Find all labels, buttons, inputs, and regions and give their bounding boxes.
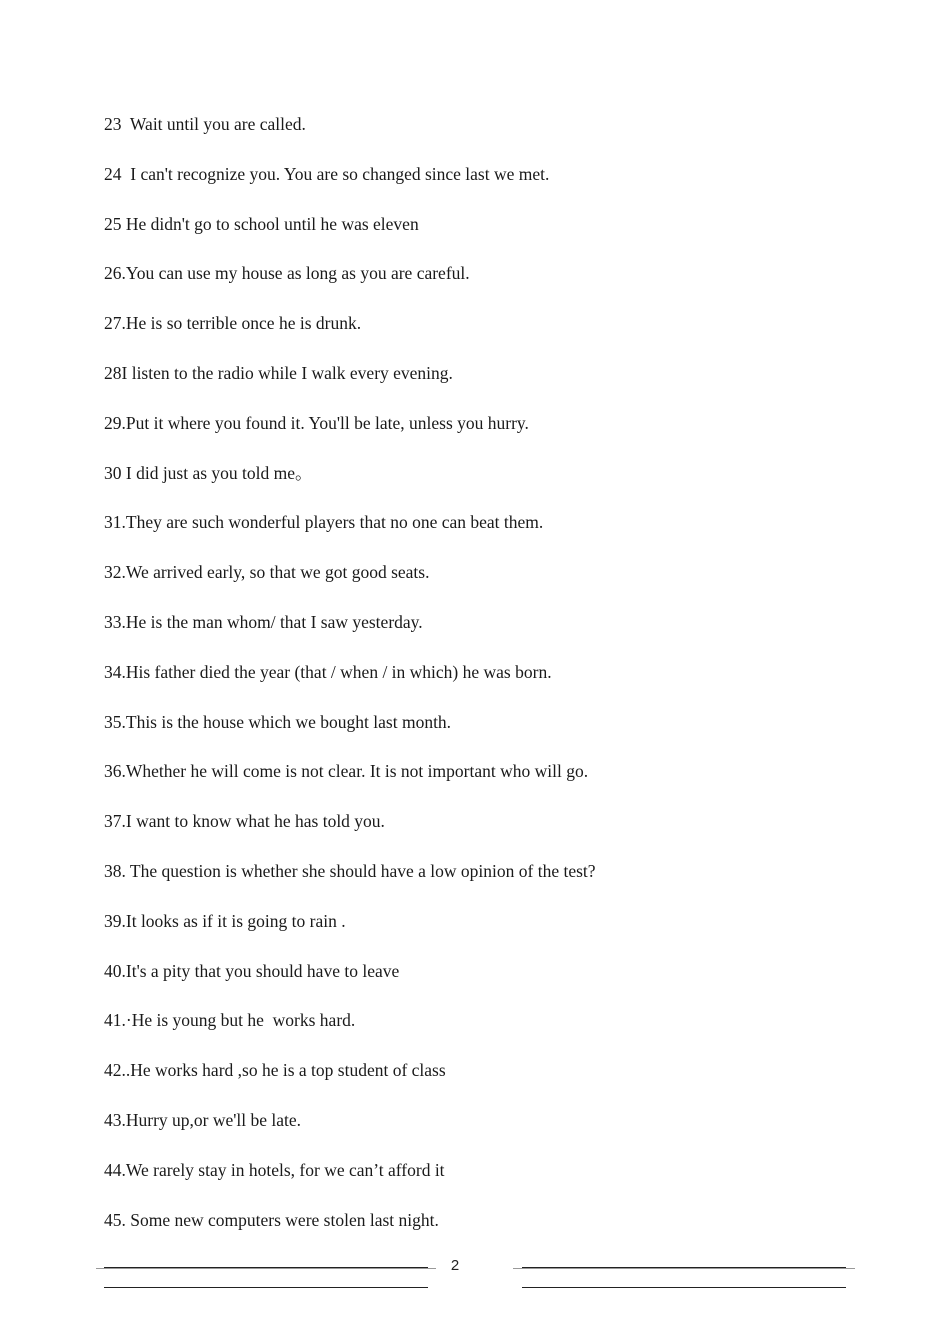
sentence-line: 40.It's a pity that you should have to leave — [104, 960, 400, 981]
page-number: 2 — [450, 1257, 460, 1274]
sentence-line: 42..He works hard ,so he is a top student of class — [104, 1060, 446, 1081]
footer-rule-left-top-thin — [96, 1268, 436, 1269]
sentence-line: 23 Wait until you are called. — [104, 114, 306, 134]
sentence-line: 33.He is the man whom/ that I saw yesterday. — [104, 611, 423, 632]
sentence-line: 25 He didn't go to school until he was eleven — [104, 213, 419, 234]
sentence-line: 41.·He is young but he works hard. — [104, 1010, 356, 1031]
page-footer — [0, 1252, 950, 1302]
footer-rule-right-bottom — [522, 1287, 846, 1288]
footer-rule-right-top — [522, 1267, 846, 1268]
sentence-line: 29.Put it where you found it. You'll be late, unless you hurry. — [104, 412, 529, 433]
footer-rule-left-top — [104, 1267, 428, 1268]
sentence-line: 44.We rarely stay in hotels, for we can’t afford it — [104, 1159, 445, 1180]
footer-rule-right-top-thin — [513, 1268, 855, 1269]
sentence-line: 36.Whether he will come is not clear. It is not important who will go. — [104, 761, 589, 782]
sentence-line: 35.This is the house which we bought last month. — [104, 711, 452, 732]
sentence-line: 30 I did just as you told me。 — [104, 462, 313, 483]
sentence-line: 31.They are such wonderful players that no one can beat them. — [104, 512, 544, 533]
sentence-line: 39.It looks as if it is going to rain . — [104, 910, 346, 931]
sentence-line: 26.You can use my house as long as you are careful. — [104, 263, 470, 284]
sentence-line: 34.His father died the year (that / when / in which) he was born. — [104, 661, 552, 682]
sentence-line: 27.He is so terrible once he is drunk. — [104, 313, 362, 334]
sentence-line: 32.We arrived early, so that we got good seats. — [104, 562, 430, 583]
sentence-line: 43.Hurry up,or we'll be late. — [104, 1109, 302, 1130]
sentence-list — [104, 112, 864, 1257]
sentence-line: 37.I want to know what he has told you. — [104, 811, 385, 832]
sentence-line: 38. The question is whether she should have a low opinion of the test? — [104, 860, 596, 881]
sentence-line: 45. Some new computers were stolen last night. — [104, 1209, 439, 1230]
sentence-line: 24 I can't recognize you. You are so changed since last we met. — [104, 163, 550, 184]
sentence-line: 28I listen to the radio while I walk every evening. — [104, 362, 453, 383]
footer-rule-left-bottom — [104, 1287, 428, 1288]
